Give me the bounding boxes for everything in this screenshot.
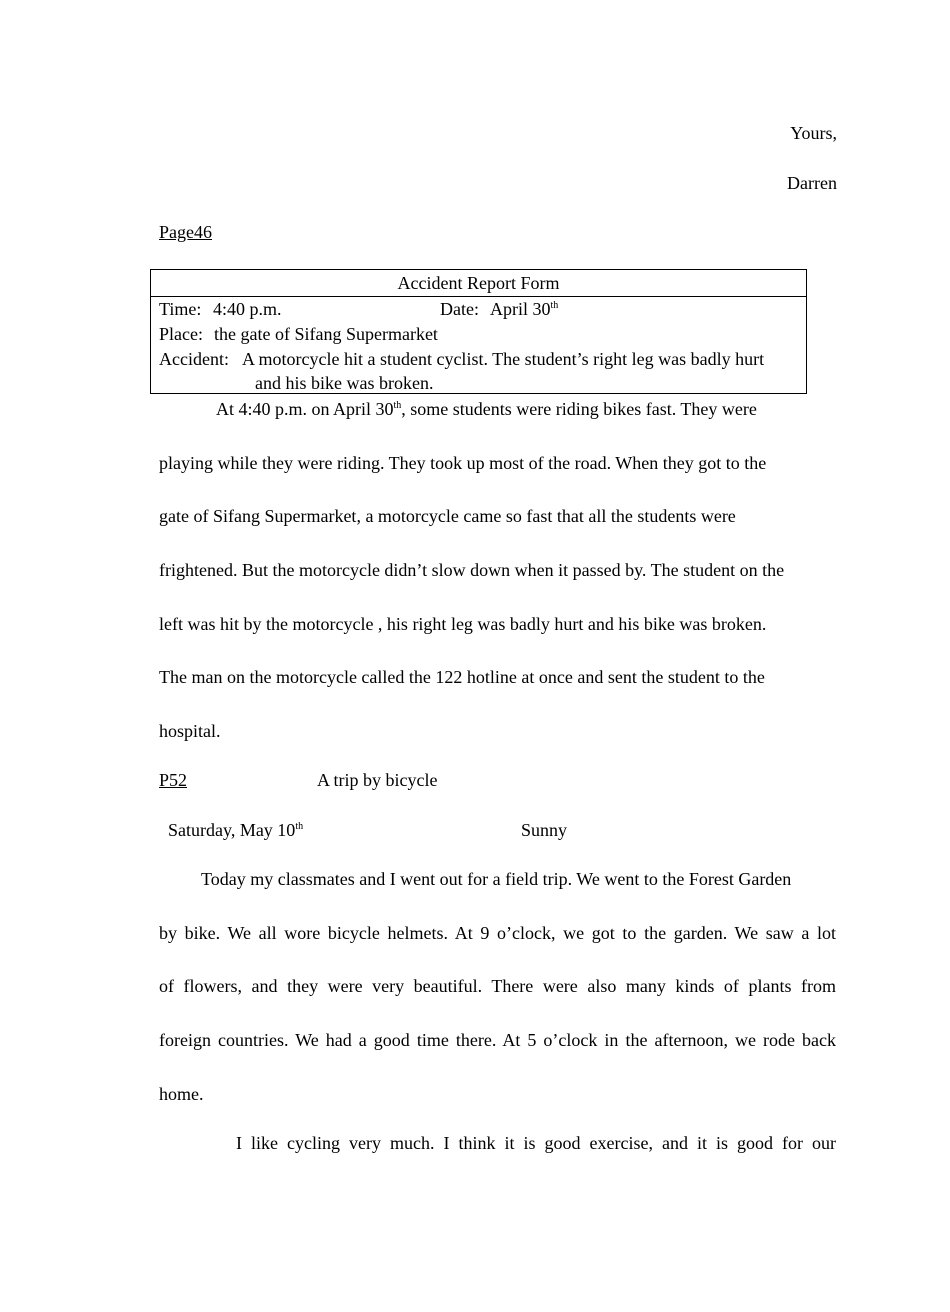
form-time-value: 4:40 p.m. (213, 299, 282, 319)
trip-paragraph-line-5: home. (159, 1084, 204, 1104)
form-place-value: the gate of Sifang Supermarket (214, 324, 438, 344)
form-place-label: Place: (159, 324, 203, 344)
accident-report-form (150, 269, 807, 394)
form-date-value: April 30 (490, 299, 551, 319)
letter-sign-off: Yours, (790, 123, 837, 143)
form-date-label: Date: (440, 299, 479, 319)
accident-line-1-part-a: At 4:40 p.m. on April 30 (216, 399, 394, 419)
diary-weather: Sunny (521, 820, 568, 840)
diary-date-sup: th (295, 821, 304, 832)
diary-date (168, 819, 303, 841)
form-date (490, 298, 558, 320)
trip-paragraph-line-4: foreign countries. We had a good time there. At 5 o’clock in the afternoon, we rode back (159, 1030, 836, 1050)
trip-paragraph-line-2: by bike. We all wore bicycle helmets. At 9 o’clock, we got to the garden. We saw a lot (159, 923, 836, 943)
p52-title: A trip by bicycle (317, 770, 438, 790)
accident-paragraph-line-5: left was hit by the motorcycle , his right leg was badly hurt and his bike was broken. (159, 614, 767, 634)
accident-paragraph-line-3: gate of Sifang Supermarket, a motorcycle came so fast that all the students were (159, 506, 736, 526)
form-accident-label: Accident: (159, 349, 229, 369)
accident-paragraph-line-6: The man on the motorcycle called the 122 hotline at once and sent the student to the (159, 667, 765, 687)
form-accident-line-1: A motorcycle hit a student cyclist. The student’s right leg was badly hurt (242, 349, 765, 369)
page46-heading: Page46 (159, 222, 212, 242)
p52-heading: P52 (159, 770, 188, 790)
form-title: Accident Report Form (151, 270, 806, 297)
letter-signature: Darren (787, 173, 837, 193)
trip-paragraph-line-3: of flowers, and they were very beautiful. There were also many kinds of plants from (159, 976, 836, 996)
form-date-sup: th (550, 300, 559, 311)
accident-paragraph-line-4: frightened. But the motorcycle didn’t slow down when it passed by. The student on the (159, 560, 785, 580)
trip-paragraph-line-1: Today my classmates and I went out for a field trip. We went to the Forest Garden (201, 869, 792, 889)
accident-paragraph-line-7: hospital. (159, 721, 221, 741)
form-accident-line-2: and his bike was broken. (255, 373, 434, 393)
form-time-label: Time: (159, 299, 202, 319)
accident-line-1-part-b: , some students were riding bikes fast. They were (401, 399, 757, 419)
accident-paragraph-line-1 (216, 398, 757, 420)
accident-line-1-sup: th (393, 400, 402, 411)
diary-date-text: Saturday, May 10 (168, 820, 296, 840)
cycling-paragraph-line-1: I like cycling very much. I think it is good exercise, and it is good for our (236, 1133, 836, 1153)
accident-paragraph-line-2: playing while they were riding. They took up most of the road. When they got to the (159, 453, 767, 473)
